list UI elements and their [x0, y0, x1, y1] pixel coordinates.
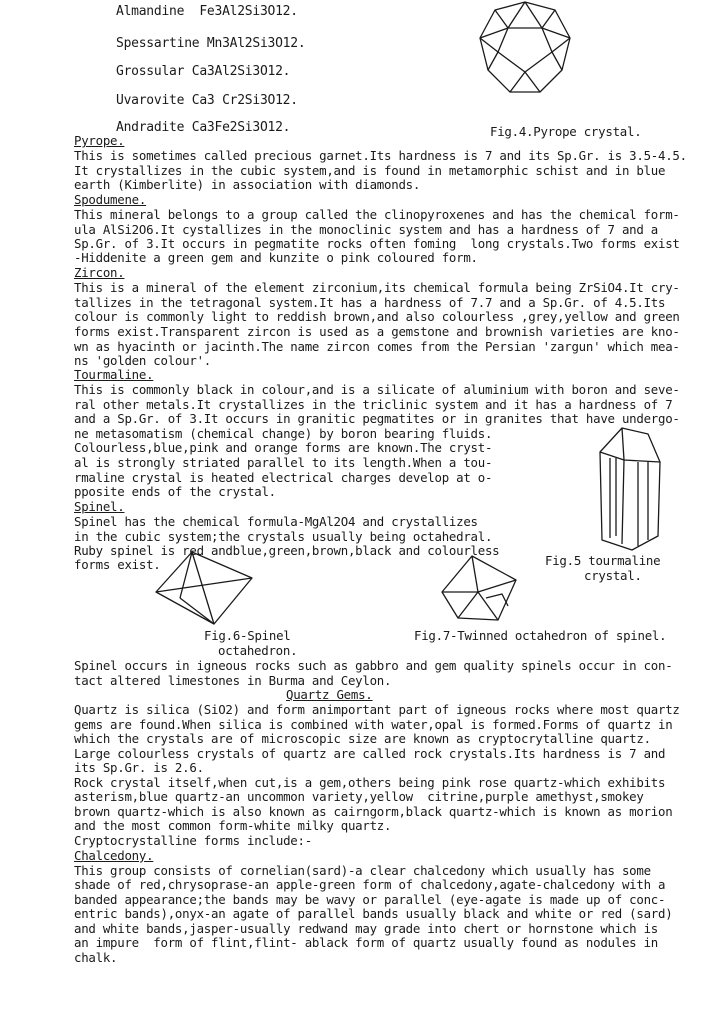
pyrope-line-2: It crystallizes in the cubic system,and is found in metamorphic schist and in blue [74, 163, 666, 178]
pyrope-crystal-figure [470, 0, 580, 100]
quartz-line-7: asterism,blue quartz-an uncommon variety,yellow citrine,purple amethyst,smokey [74, 789, 644, 804]
pyrope-heading: Pyrope. [74, 133, 125, 148]
spodumene-line-3: Sp.Gr. of 3.It occurs in pegmatite rocks often foming long crystals.Two forms exist [74, 236, 680, 251]
spodumene-line-4: -Hiddenite a green gem and kunzite o pink coloured form. [74, 250, 478, 265]
zircon-line-3: colour is commonly light to reddish brown,and also colourless ,grey,yellow and green [74, 309, 680, 324]
fig7-caption: Fig.7-Twinned octahedron of spinel. [414, 628, 667, 643]
formula-grossular: Grossular Ca3Al2Si3O12. [116, 64, 291, 79]
chalcedony-line-5: and white bands,jasper-usually redwand may grade into chert or hornstone which is [74, 921, 658, 936]
formula-almandine: Almandine Fe3Al2Si3O12. [116, 4, 298, 19]
chalcedony-line-2: shade of red,chrysoprase-an apple-green form of chalcedony,agate-chalcedony with a [74, 877, 666, 892]
tourmaline-line-4: ne metasomatism (chemical change) by boron bearing fluids. [74, 426, 493, 441]
chalcedony-line-1: This group consists of cornelian(sard)-a clear chalcedony which usually has some [74, 863, 651, 878]
quartz-heading: Quartz Gems. [286, 687, 373, 702]
fig4-caption: Fig.4.Pyrope crystal. [490, 124, 642, 139]
chalcedony-line-6: an impure form of flint,flint- ablack form of quartz usually found as nodules in [74, 935, 658, 950]
quartz-line-5: its Sp.Gr. is 2.6. [74, 760, 204, 775]
zircon-line-5: wn as hyacinth or jacinth.The name zircon comes from the Persian 'zargun' which mea- [74, 339, 680, 354]
tourmaline-crystal-figure [592, 424, 668, 552]
spinel-octahedron-figure [152, 548, 258, 628]
tourmaline-line-5: Colourless,blue,pink and orange forms are known.The cryst- [74, 440, 493, 455]
spodumene-heading: Spodumene. [74, 192, 147, 207]
spodumene-line-2: ula AlSi2O6.It cystallizes in the monoclinic system and has a hardness of 7 and a [74, 222, 658, 237]
spinel-after-line-2: tact altered limestones in Burma and Ceylon. [74, 673, 392, 688]
chalcedony-line-7: chalk. [74, 950, 118, 965]
spinel-line-2: in the cubic system;the crystals usually being octahedral. [74, 529, 493, 544]
quartz-line-3: which the crystals are of microscopic size are known as cryptocrytalline quartz. [74, 731, 651, 746]
twinned-octahedron-figure [438, 552, 522, 624]
formula-andradite: Andradite Ca3Fe2Si3O12. [116, 120, 291, 135]
quartz-line-4: Large colourless crystals of quartz are called rock crystals.Its hardness is 7 and [74, 746, 666, 761]
fig5-caption-line-1: Fig.5 tourmaline [545, 553, 661, 568]
tourmaline-line-8: pposite ends of the crystal. [74, 484, 276, 499]
tourmaline-line-3: and a Sp.Gr. of 3.It occurs in granitic pegmatites or in granites that have undergo- [74, 411, 680, 426]
pyrope-line-3: earth (Kimberlite) in association with diamonds. [74, 177, 421, 192]
zircon-heading: Zircon. [74, 265, 125, 280]
tourmaline-line-1: This is commonly black in colour,and is a silicate of aluminium with boron and seve- [74, 382, 680, 397]
chalcedony-heading: Chalcedony. [74, 848, 154, 863]
quartz-line-9: and the most common form-white milky quartz. [74, 818, 392, 833]
spinel-after-line-1: Spinel occurs in igneous rocks such as gabbro and gem quality spinels occur in con- [74, 658, 673, 673]
quartz-line-8: brown quartz-which is also known as cairngorm,black quartz-which is known as morion [74, 804, 673, 819]
quartz-line-1: Quartz is silica (SiO2) and form animportant part of igneous rocks where most quartz [74, 702, 680, 717]
pyrope-line-1: This is sometimes called precious garnet.Its hardness is 7 and its Sp.Gr. is 3.5-4.5. [74, 148, 687, 163]
zircon-line-4: forms exist.Transparent zircon is used as a gemstone and brownish varieties are kno- [74, 324, 680, 339]
fig5-caption-line-2: crystal. [584, 568, 642, 583]
tourmaline-line-2: ral other metals.It crystallizes in the triclinic system and it has a hardness of 7 [74, 397, 673, 412]
quartz-line-6: Rock crystal itself,when cut,is a gem,others being pink rose quartz-which exhibits [74, 775, 666, 790]
fig6-caption-line-1: Fig.6-Spinel [204, 628, 291, 643]
tourmaline-line-6: al is strongly striated parallel to its length.When a tou- [74, 455, 493, 470]
zircon-line-2: tallizes in the tetragonal system.It has a hardness of 7.7 and a Sp.Gr. of 4.5.Its [74, 295, 666, 310]
chalcedony-line-3: banded appearance;the bands may be wavy or parallel (eye-agate is made up of conc- [74, 892, 666, 907]
spinel-heading: Spinel. [74, 499, 125, 514]
tourmaline-heading: Tourmaline. [74, 367, 154, 382]
zircon-line-1: This is a mineral of the element zirconium,its chemical formula being ZrSiO4.It cry- [74, 280, 680, 295]
tourmaline-line-7: rmaline crystal is heated electrical charges develop at o- [74, 470, 493, 485]
quartz-line-2: gems are found.When silica is combined with water,opal is formed.Forms of quartz in [74, 717, 673, 732]
fig6-caption-line-2: octahedron. [218, 643, 298, 658]
spinel-line-1: Spinel has the chemical formula-MgAl2O4 and crystallizes [74, 514, 478, 529]
spinel-line-4: forms exist. [74, 557, 161, 572]
zircon-line-6: ns 'golden colour'. [74, 353, 211, 368]
spodumene-line-1: This mineral belongs to a group called the clinopyroxenes and has the chemical form- [74, 207, 680, 222]
chalcedony-line-4: entric bands),onyx-an agate of parallel bands usually black and white or red (sard) [74, 906, 673, 921]
spinel-line-3: Ruby spinel is red andblue,green,brown,black and colourless [74, 543, 500, 558]
formula-spessartine: Spessartine Mn3Al2Si3O12. [116, 36, 306, 51]
quartz-line-10: Cryptocrystalline forms include:- [74, 833, 312, 848]
formula-uvarovite: Uvarovite Ca3 Cr2Si3O12. [116, 93, 298, 108]
